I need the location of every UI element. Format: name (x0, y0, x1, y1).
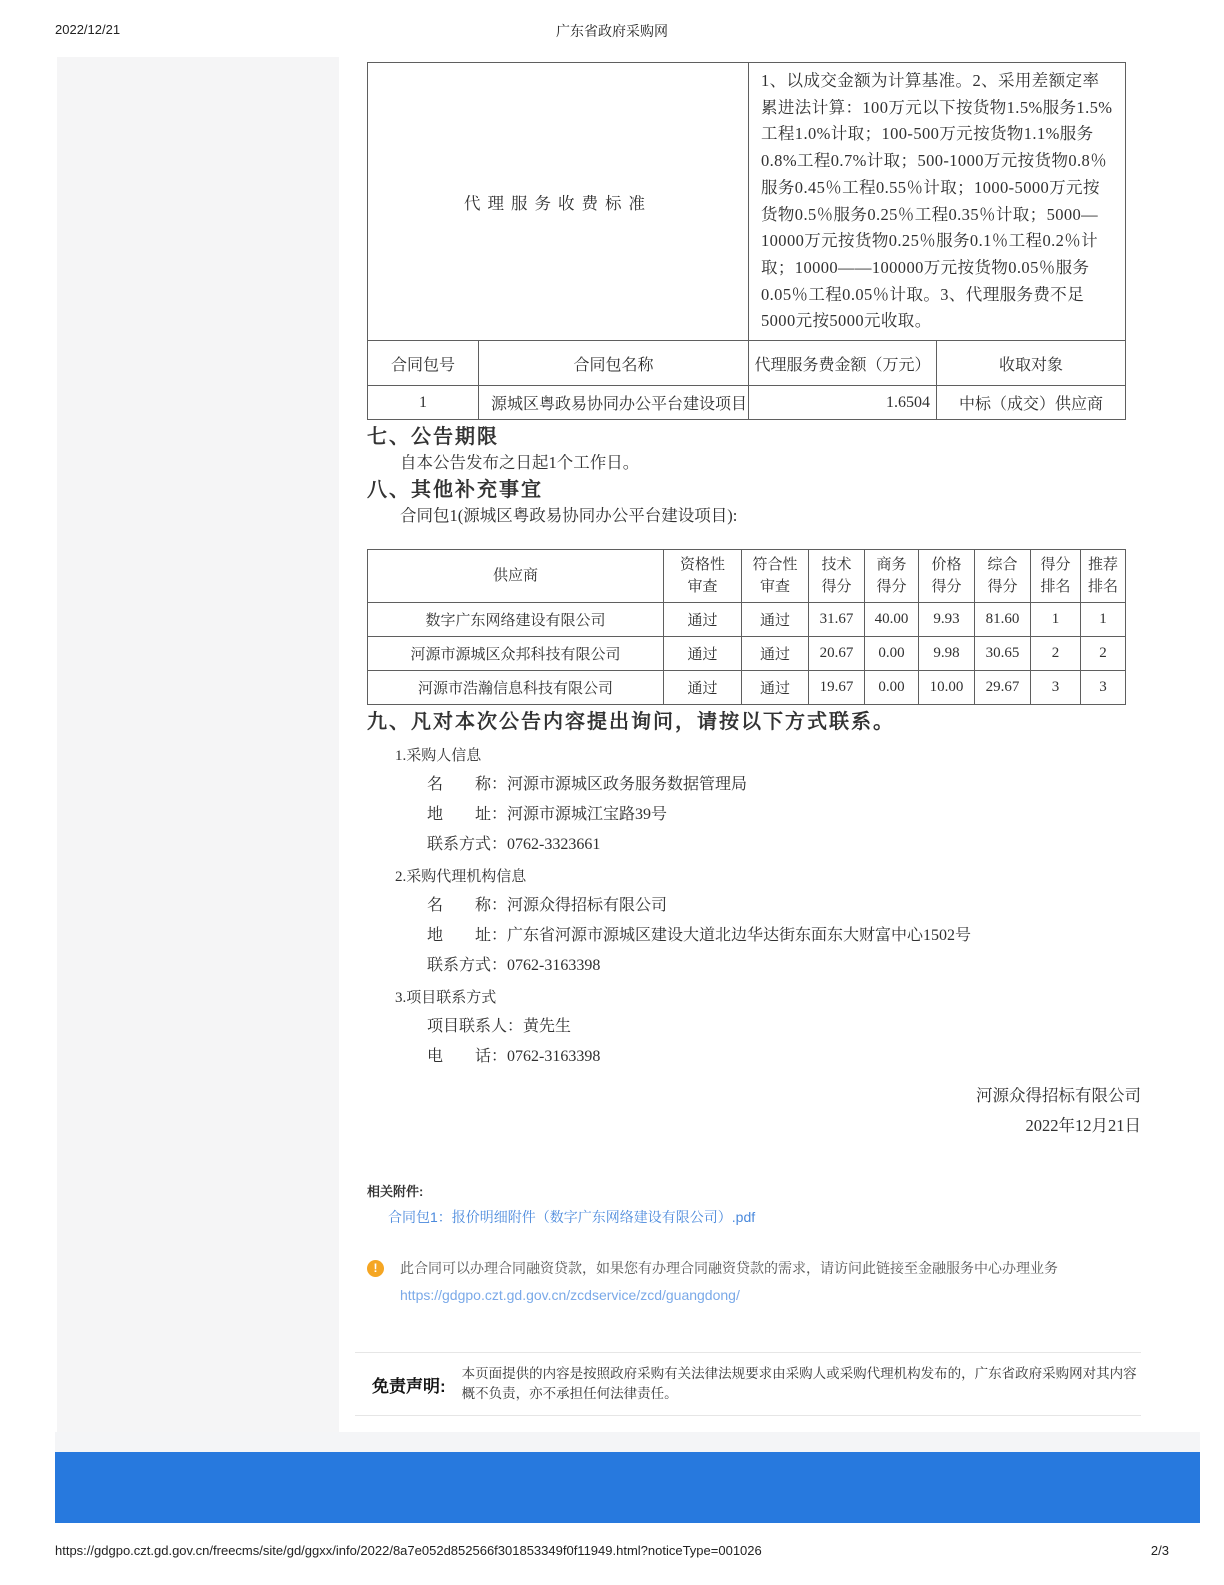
fee-amount: 1.6504 (749, 386, 937, 420)
section-7-title: 七、公告期限 (367, 426, 499, 449)
column-header: 综合 得分 (975, 550, 1031, 603)
supplier-name: 河源市浩瀚信息科技有限公司 (368, 671, 664, 705)
table-row: 河源市源城区众邦科技有限公司 通过 通过 20.67 0.00 9.98 30.65 2 2 (368, 637, 1126, 671)
column-header: 技术 得分 (809, 550, 865, 603)
section-7-body: 自本公告发布之日起1个工作日。 (400, 453, 640, 473)
attachments-label: 相关附件: (367, 1184, 424, 1200)
column-header: 得分 排名 (1031, 550, 1081, 603)
supplier-name: 数字广东网络建设有限公司 (368, 603, 664, 637)
table-header-row (368, 341, 1126, 386)
section-8-body: 合同包1(源城区粤政易协同办公平台建设项目): (400, 506, 738, 526)
footer-blue-bar (55, 1452, 1200, 1523)
column-header: 代理服务费金额（万元） (749, 341, 937, 386)
purchaser-name: 名 称：河源市源城区政务服务数据管理局 (427, 776, 748, 794)
project-contact-heading: 3.项目联系方式 (395, 990, 497, 1007)
financing-text: 此合同可以办理合同融资贷款，如果您有办理合同融资贷款的需求，请访问此链接至金融服务中心办理业务 (400, 1260, 1058, 1277)
section-9-title: 九、凡对本次公告内容提出询问，请按以下方式联系。 (367, 711, 895, 734)
disclaimer-block (355, 1352, 1141, 1416)
print-page-number: 2/3 (1150, 1543, 1169, 1558)
column-header: 推荐 排名 (1081, 550, 1126, 603)
signature-company: 河源众得招标有限公司 (976, 1086, 1141, 1106)
agency-name: 名 称：河源众得招标有限公司 (427, 897, 668, 915)
page-title: 广东省政府采购网 (556, 23, 668, 39)
column-header: 合同包名称 (479, 341, 749, 386)
table-row: 河源市浩瀚信息科技有限公司 通过 通过 19.67 0.00 10.00 29.67 3 3 (368, 671, 1126, 705)
column-header: 符合性 审查 (742, 550, 809, 603)
exclamation-circle-icon: ! (367, 1260, 384, 1277)
document-content (367, 62, 1141, 1305)
table-row (368, 386, 1126, 420)
financing-notice (367, 1258, 1125, 1305)
signature-date: 2022年12月21日 (1025, 1116, 1141, 1136)
print-date: 2022/12/21 (55, 22, 121, 37)
project-contact-person: 项目联系人：黄先生 (427, 1018, 572, 1036)
agency-address: 地 址：广东省河源市源城区建设大道北边华达街东面东大财富中心1502号 (427, 927, 972, 945)
column-header: 合同包号 (368, 341, 479, 386)
agency-info-heading: 2.采购代理机构信息 (395, 869, 527, 886)
supplier-name: 河源市源城区众邦科技有限公司 (368, 637, 664, 671)
column-header: 资格性 审查 (664, 550, 742, 603)
package-name: 源城区粤政易协同办公平台建设项目 (479, 386, 749, 420)
fee-standard-label: 代理服务收费标准 (368, 63, 749, 341)
column-header: 供应商 (368, 550, 664, 603)
fee-payer: 中标（成交）供应商 (937, 386, 1126, 420)
fee-standard-text: 1、以成交金额为计算基准。2、采用差额定率累进法计算：100万元以下按货物1.5%服务1.5%工程1.0%计取；100-500万元按货物1.1%服务0.8%工程0.7%计取；500-1000万元按货物0.8％服务0.45％工程0.55％计取；1000-5000万元按货物0.5％服务0.25％工程0.35％计取；5000—10000万元按货物0.25％服务0.1％工程0.2％计取；10000——100000万元按货物0.05％服务0.05％工程0.05％计取。3、代理服务费不足5000元按5000元收取。 (749, 63, 1126, 341)
purchaser-info-heading: 1.采购人信息 (395, 748, 482, 765)
financing-link[interactable]: https://gdgpo.czt.gd.gov.cn/zcdservice/zcd/guangdong/ (400, 1287, 740, 1304)
disclaimer-text: 本页面提供的内容是按照政府采购有关法律法规要求由采购人或采购代理机构发布的，广东省政府采购网对其内容概不负责，亦不承担任何法律责任。 (461, 1366, 1137, 1401)
purchaser-address: 地 址：河源市源城江宝路39号 (427, 806, 668, 824)
signature-block (367, 1081, 1141, 1141)
related-attachments (367, 1181, 1125, 1227)
left-sidebar-strip (57, 57, 339, 1435)
column-header: 商务 得分 (865, 550, 919, 603)
project-contact-phone: 电 话：0762-3163398 (427, 1048, 601, 1066)
contact-info (367, 744, 1125, 1067)
footer-gray-strip (55, 1432, 1200, 1452)
column-header: 价格 得分 (919, 550, 975, 603)
section-8-title: 八、其他补充事宜 (367, 479, 543, 502)
attachment-link[interactable]: 合同包1：报价明细附件（数字广东网络建设有限公司）.pdf (388, 1209, 756, 1226)
print-footer-url: https://gdgpo.czt.gd.gov.cn/freecms/site/gd/ggxx/info/2022/8a7e052d852566f301853349f0f11949.html?noticeType=001026 (55, 1543, 762, 1558)
score-table (367, 549, 1126, 705)
table-row: 数字广东网络建设有限公司 通过 通过 31.67 40.00 9.93 81.60 1 1 (368, 603, 1126, 637)
column-header: 收取对象 (937, 341, 1126, 386)
disclaimer-label: 免责声明: (372, 1376, 446, 1396)
agency-phone: 联系方式：0762-3163398 (427, 957, 601, 975)
table-row (368, 63, 1126, 341)
package-number: 1 (368, 386, 479, 420)
fee-table (367, 62, 1126, 420)
table-header-row (368, 550, 1126, 603)
purchaser-phone: 联系方式：0762-3323661 (427, 836, 601, 854)
